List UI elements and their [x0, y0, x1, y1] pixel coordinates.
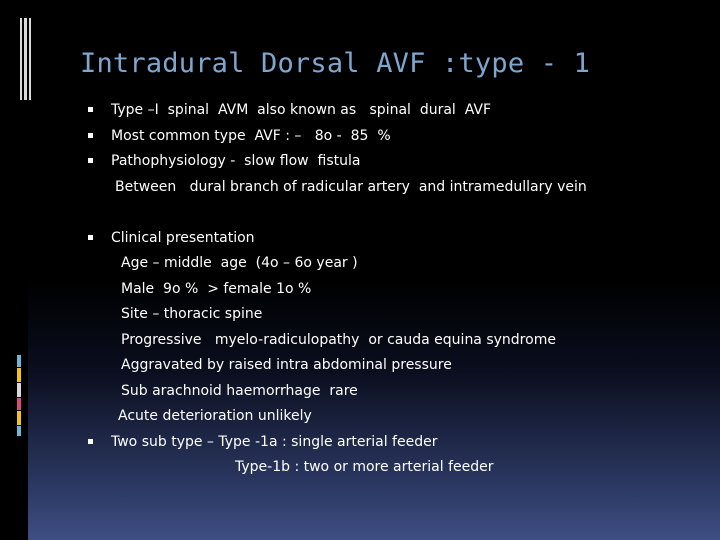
sub-line: Male 9o % > female 1o %	[121, 280, 312, 297]
accent-stripe-blue	[17, 355, 21, 367]
square-bullet-icon	[88, 107, 93, 112]
bullet-line: Clinical presentation	[88, 226, 708, 252]
bullet-line: Type –I spinal AVM also known as spinal dural AVF	[88, 98, 708, 124]
accent-stripe-grey	[17, 383, 21, 397]
sub-line: Site – thoracic spine	[121, 306, 263, 322]
square-bullet-icon	[88, 235, 93, 240]
accent-stripe-pink	[17, 398, 21, 410]
blank-line	[88, 200, 708, 226]
sub-line: Age – middle age (4o – 6o year )	[121, 255, 358, 271]
square-bullet-icon	[88, 133, 93, 138]
sub-line: Acute deterioration unlikely	[118, 408, 312, 424]
accent-stripe-yellow	[17, 368, 21, 382]
sub-line: Progressive myelo-radiculopathy or cauda equina syndrome	[121, 331, 556, 348]
square-bullet-icon	[88, 158, 93, 163]
accent-stripe-yellow-2	[17, 411, 21, 425]
accent-stripe-blue-2	[17, 426, 21, 436]
continuation-line: Type-1b : two or more arterial feeder	[235, 459, 494, 475]
square-bullet-icon	[88, 439, 93, 444]
sub-line: Aggravated by raised intra abdominal pressure	[121, 357, 452, 373]
sub-line: Sub arachnoid haemorrhage rare	[121, 382, 358, 399]
slide-body	[88, 98, 708, 481]
bullet-line: Two sub type – Type -1a : single arterial feeder	[88, 430, 708, 456]
continuation-line: Between dural branch of radicular artery and intramedullary vein	[115, 178, 587, 195]
decorative-stripe-column	[17, 0, 23, 540]
slide-title: Intradural Dorsal AVF :type - 1	[80, 48, 591, 79]
bullet-line: Most common type AVF : – 8o - 85 %	[88, 124, 708, 150]
bullet-line: Pathophysiology - slow flow fistula	[88, 149, 708, 175]
